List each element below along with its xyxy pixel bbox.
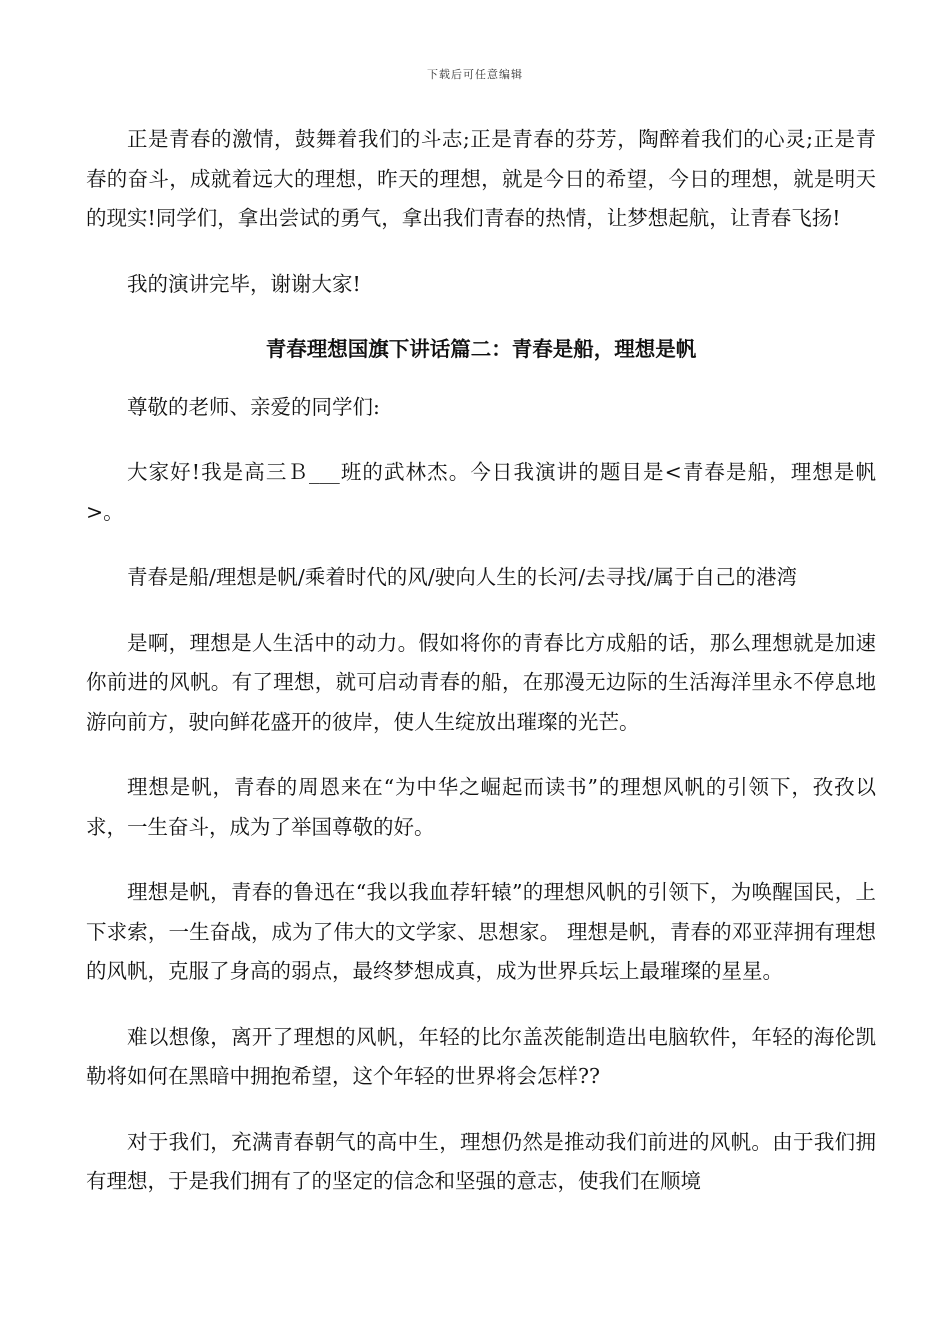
paragraph-7: 理想是帆，青春的周恩来在“为中华之崛起而读书”的理想风帆的引领下，孜孜以求，一生奋斗，成为了举国尊敬的好。	[86, 775, 876, 839]
paragraph-2: 我的演讲完毕，谢谢大家!	[127, 271, 361, 296]
paragraph-5: 青春是船/理想是帆/乘着时代的风/驶向人生的长河/去寻找/属于自己的港湾	[127, 565, 798, 589]
document-body	[86, 120, 876, 1228]
paragraph-8: 理想是帆，青春的鲁迅在“我以我血荐轩辕”的理想风帆的引领下，为唤醒国民，上下求索，一生奋战，成为了伟大的文学家、思想家。 理想是帆，青春的邓亚萍拥有理想的风帆，克服了身高的弱点，最终梦想成真，成为世界兵坛上最璀璨的星星。	[86, 880, 876, 983]
paragraph-1: 正是青春的激情，鼓舞着我们的斗志;正是青春的芬芳，陶醉着我们的心灵;正是青春的奋斗，成就着远大的理想，昨天的理想，就是今日的希望，今日的理想，就是明天的现实!同学们，拿出尝试的勇气，拿出我们青春的热情，让梦想起航，让青春飞扬!	[86, 127, 876, 230]
page-header-note: 下载后可任意编辑	[427, 68, 523, 81]
paragraph-4: 大家好!我是高三Ｂ___班的武林杰。今日我演讲的题目是<青春是船，理想是帆>。	[86, 460, 876, 524]
paragraph-6: 是啊，理想是人生活中的动力。假如将你的青春比方成船的话，那么理想就是加速你前进的风帆。有了理想，就可启动青春的船，在那漫无边际的生活海洋里永不停息地游向前方，驶向鲜花盛开的彼岸，使人生绽放出璀璨的光芒。	[86, 630, 876, 734]
section-heading: 青春理想国旗下讲话篇二：青春是船，理想是帆	[265, 337, 697, 361]
paragraph-3: 尊敬的老师、亲爱的同学们:	[127, 394, 380, 419]
paragraph-10: 对于我们，充满青春朝气的高中生，理想仍然是推动我们前进的风帆。由于我们拥有理想，于是我们拥有了的坚定的信念和坚强的意志，使我们在顺境	[86, 1129, 876, 1193]
paragraph-9: 难以想像，离开了理想的风帆，年轻的比尔盖茨能制造出电脑软件，年轻的海伦凯勒将如何在黑暗中拥抱希望，这个年轻的世界将会怎样??	[86, 1024, 876, 1088]
